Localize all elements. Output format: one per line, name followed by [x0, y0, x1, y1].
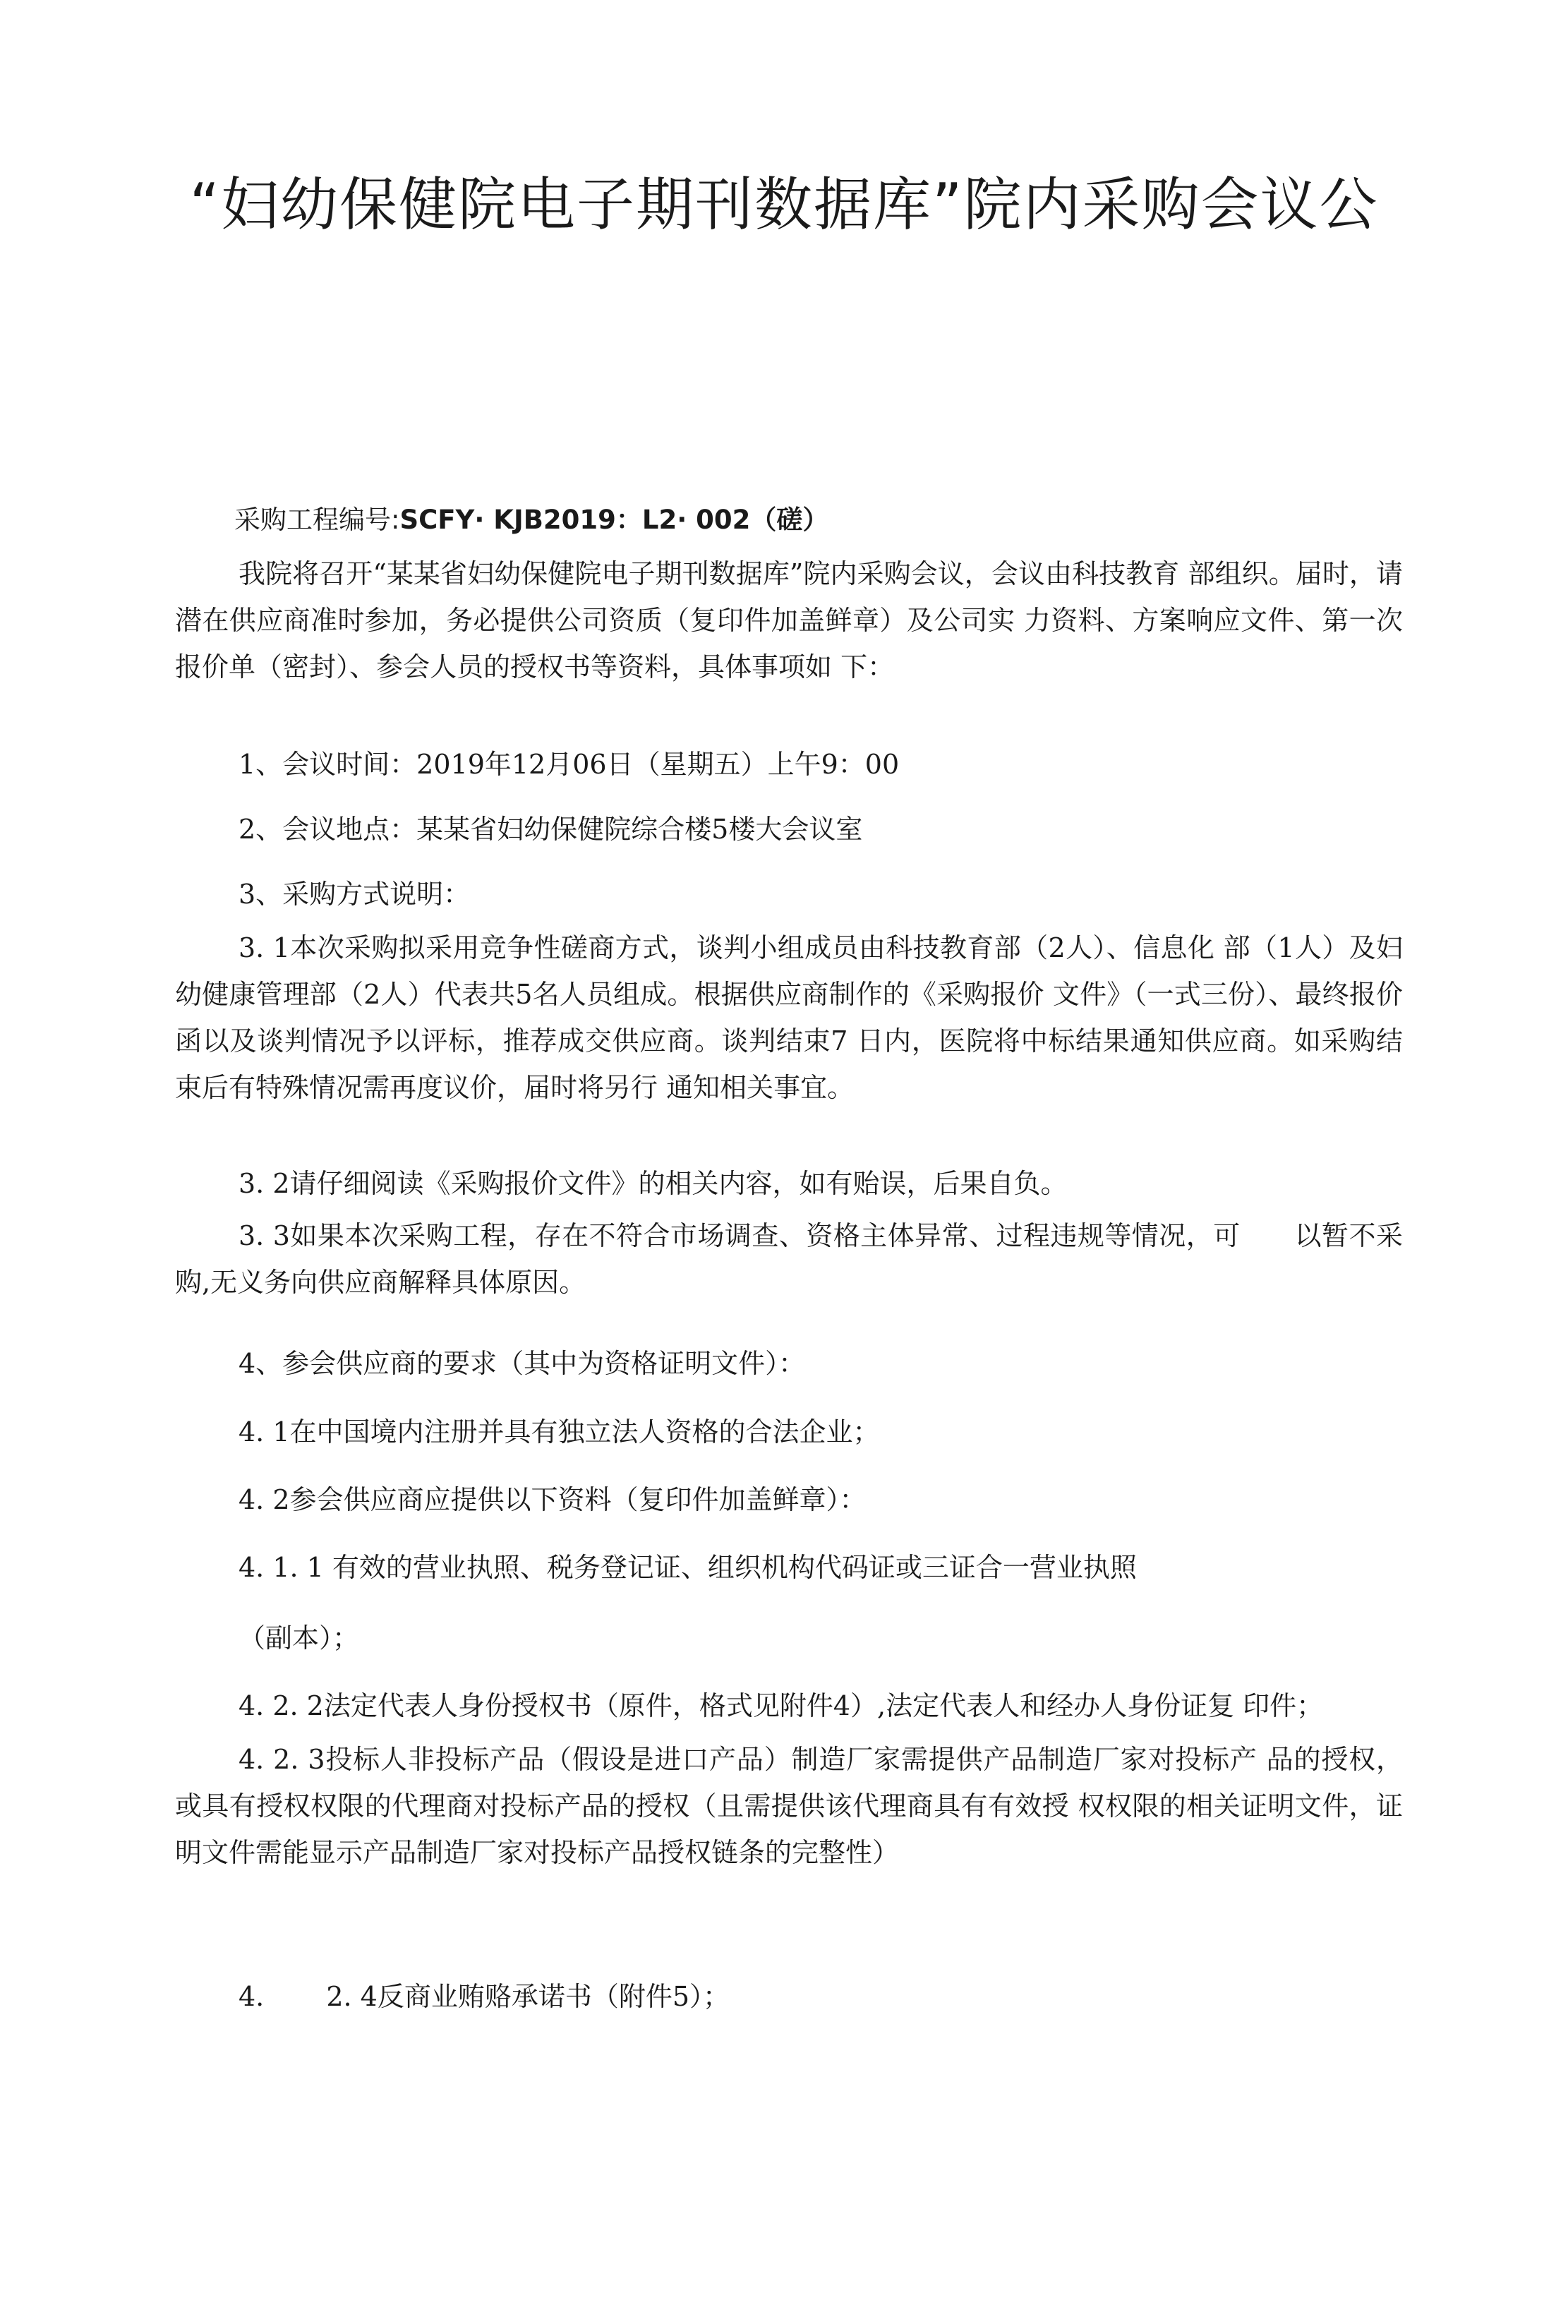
project-number-label: 采购工程编号:	[234, 505, 400, 535]
item-4-2: 4. 2参会供应商应提供以下资料（复印件加盖鲜章）：	[239, 1484, 867, 1515]
item-3-2: 3. 2请仔细阅读《采购报价文件》的相关内容，如有贻误，后果自负。	[239, 1168, 1068, 1199]
item-4-2-1-continuation: （副本）；	[239, 1622, 360, 1654]
item-4-1: 4. 1在中国境内注册并具有独立法人资格的合法企业；	[239, 1416, 880, 1447]
item-4-2-1: 4. 1. 1 有效的营业执照、税务登记证、组织机构代码证或三证合一营业执照	[239, 1552, 1137, 1583]
item-meeting-time: 1、会议时间：2019年12月06日（星期五）上午9：00	[239, 749, 900, 780]
item-3-3-paragraph: 3. 3如果本次采购工程，存在不符合市场调查、资格主体异常、过程违规等情况，可 以暂不采购,无义务向供应商解释具体原因。	[175, 1220, 1403, 1298]
item-3-1-paragraph: 3. 1本次采购拟采用竞争性磋商方式，谈判小组成员由科技教育部（2人）、信息化 部（1人）及妇幼健康管理部（2人）代表共5名人员组成。根据供应商制作的《采购报价 文件》（一式三份）、最终报价函以及谈判情况予以评标，推荐成交供应商。谈判结束7 日内，医院将中标结果通知供应商。如采购结束后有特殊情况需再度议价，届时将另行 通知相关事宜。	[175, 932, 1403, 1103]
item-procurement-method: 3、采购方式说明：	[239, 879, 471, 910]
item-4-2-4: 4. 2. 4反商业贿赂承诺书（附件5）；	[239, 1981, 730, 2012]
project-number-value: SCFY· KJB2019：L2· 002（磋）	[399, 505, 829, 535]
intro-paragraph: 我院将召开“某某省妇幼保健院电子期刊数据库”院内采购会议，会议由科技教育 部组织。届时，请潜在供应商准时参加，务必提供公司资质（复印件加盖鲜章）及公司实 力资料、方案响应文件、第一次报价单（密封）、参会人员的授权书等资料，具体事项如 下：	[175, 558, 1403, 682]
item-4-2-3-paragraph: 4. 2. 3投标人非投标产品（假设是进口产品）制造厂家需提供产品制造厂家对投标产 品的授权，或具有授权权限的代理商对投标产品的授权（且需提供该代理商具有有效授 权权限的相关证明文件，证明文件需能显示产品制造厂家对投标产品授权链条的完整性）	[175, 1744, 1403, 1868]
item-supplier-requirements: 4、参会供应商的要求（其中为资格证明文件）：	[239, 1348, 806, 1379]
item-4-2-2: 4. 2. 2法定代表人身份授权书（原件，格式见附件4）,法定代表人和经办人身份证复 印件；	[239, 1690, 1324, 1721]
project-number	[234, 507, 828, 533]
document-title: “妇幼保健院电子期刊数据库”院内采购会议公	[189, 171, 1379, 239]
item-meeting-place: 2、会议地点：某某省妇幼保健院综合楼5楼大会议室	[239, 814, 863, 845]
